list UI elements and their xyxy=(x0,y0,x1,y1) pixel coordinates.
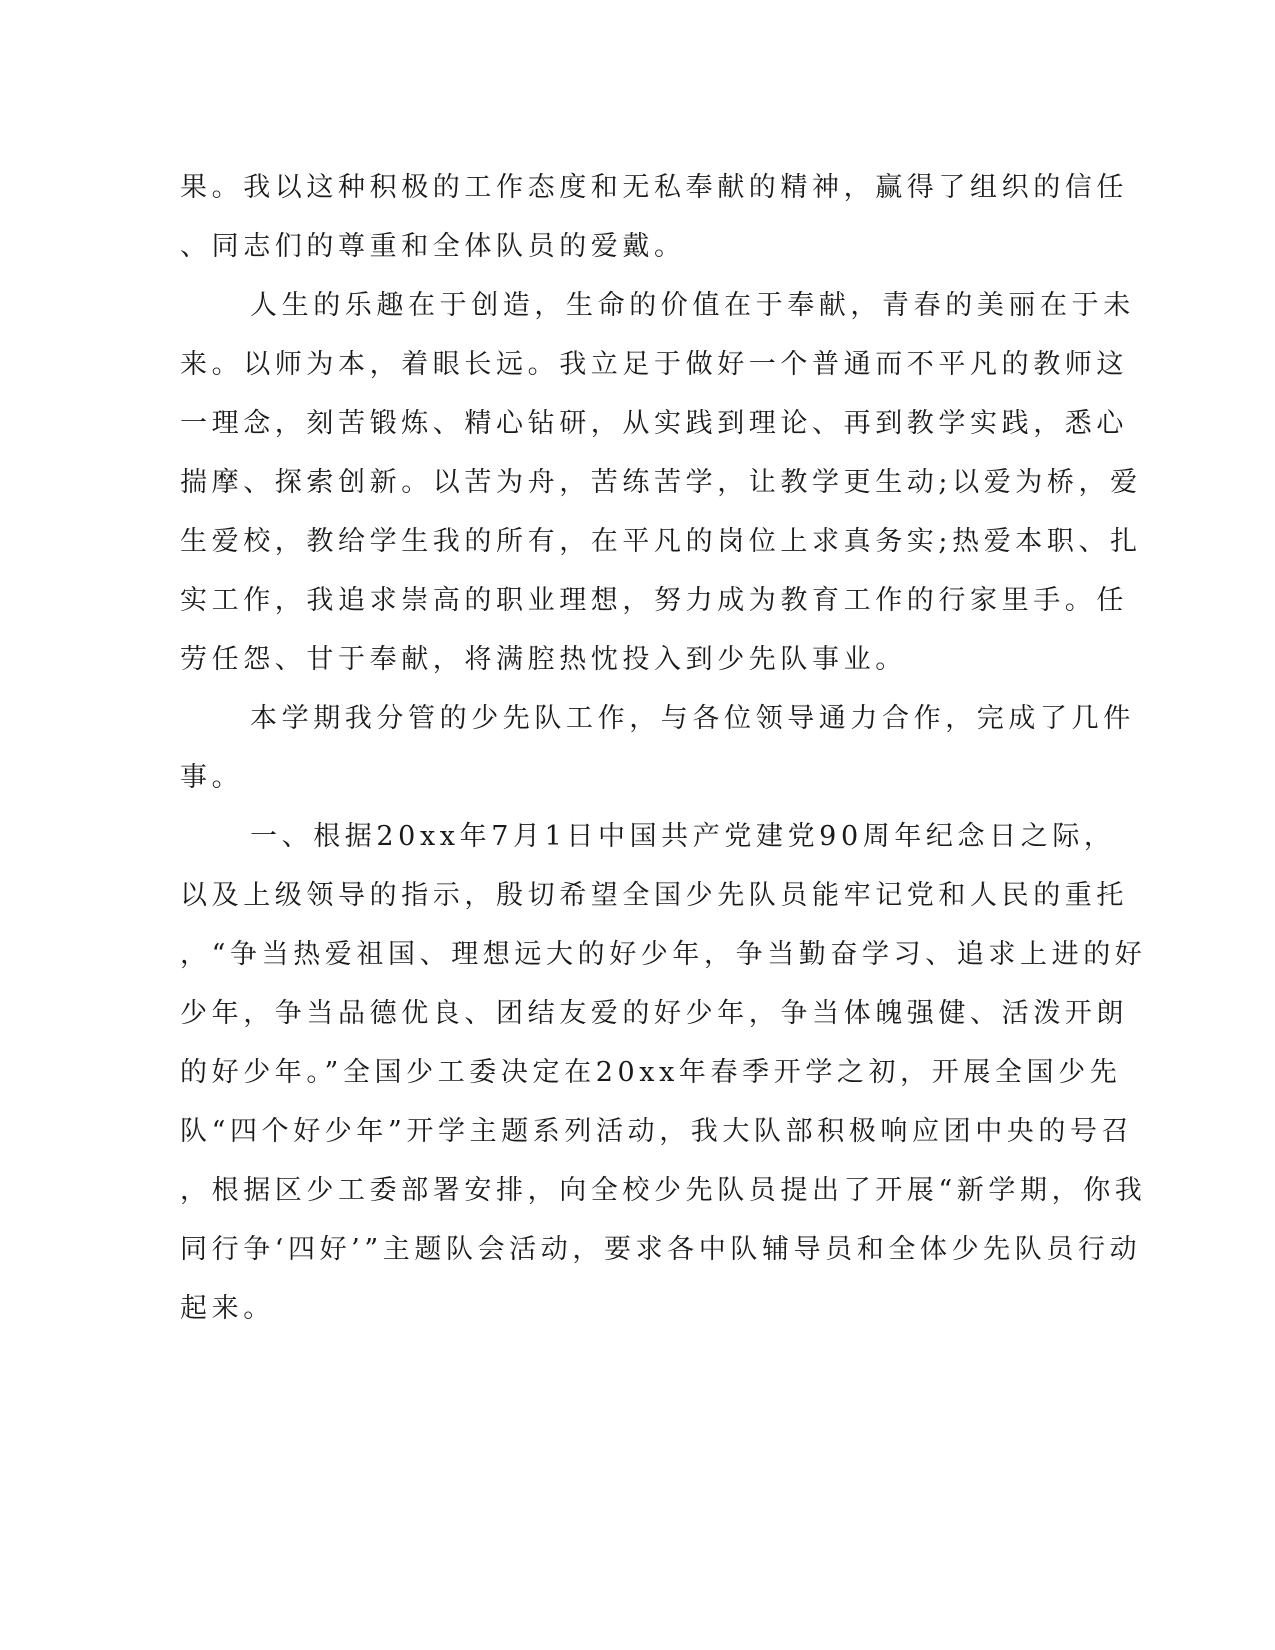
text-line: 以及上级领导的指示，殷切希望全国少先队员能牢记党和人民的重托 xyxy=(180,880,1128,911)
text-line: 生爱校，教给学生我的所有，在平凡的岗位上求真务实;热爱本职、扎 xyxy=(180,526,1142,557)
text-line: 实工作，我追求崇高的职业理想，努力成为教育工作的行家里手。任 xyxy=(180,585,1128,616)
text-line: 果。我以这种积极的工作态度和无私奉献的精神，赢得了组织的信任 xyxy=(180,172,1128,203)
text-line: 起来。 xyxy=(180,1293,275,1324)
text-line: 一、根据20xx年7月1日中国共产党建党90周年纪念日之际， xyxy=(250,821,1116,852)
text-line: 人生的乐趣在于创造，生命的价值在于奉献，青春的美丽在于未 xyxy=(250,290,1135,321)
text-line: 劳任怨、甘于奉献，将满腔热忱投入到少先队事业。 xyxy=(180,644,907,675)
text-line: 同行争‘四好’”主题队会活动，要求各中队辅导员和全体少先队员行动 xyxy=(180,1234,1142,1265)
text-line: 揣摩、探索创新。以苦为舟，苦练苦学，让教学更生动;以爱为桥，爱 xyxy=(180,467,1142,498)
text-line: 来。以师为本，着眼长远。我立足于做好一个普通而不平凡的教师这 xyxy=(180,349,1128,380)
text-line: 事。 xyxy=(180,762,244,793)
text-line: 、同志们的尊重和全体队员的爱戴。 xyxy=(180,231,686,262)
text-line: 的好少年。”全国少工委决定在20xx年春季开学之初，开展全国少先 xyxy=(180,1057,1122,1088)
text-line: 少年，争当品德优良、团结友爱的好少年，争当体魄强健、活泼开朗 xyxy=(180,998,1128,1029)
body-text xyxy=(180,158,1147,1338)
text-line: ，根据区少工委部署安排，向全校少先队员提出了开展“新学期，你我 xyxy=(180,1175,1147,1206)
text-line: 队“四个好少年”开学主题系列活动，我大队部积极响应团中央的号召 xyxy=(180,1116,1134,1147)
text-line: 本学期我分管的少先队工作，与各位领导通力合作，完成了几件 xyxy=(250,703,1135,734)
text-line: ，“争当热爱祖国、理想远大的好少年，争当勤奋学习、追求上进的好 xyxy=(180,939,1147,970)
text-line: 一理念，刻苦锻炼、精心钻研，从实践到理论、再到教学实践，悉心 xyxy=(180,408,1128,439)
